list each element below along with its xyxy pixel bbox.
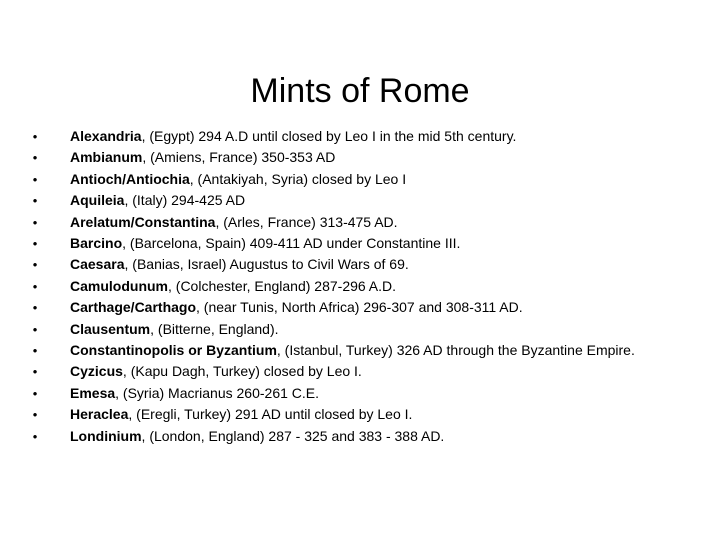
mint-details: , (Italy) 294-425 AD — [124, 192, 246, 209]
mint-name: Londinium — [70, 427, 142, 444]
mint-details: , (London, England) 287 - 325 and 383 - 388 AD. — [141, 427, 445, 444]
list-item — [32, 147, 695, 168]
mint-details: , (Kapu Dagh, Turkey) closed by Leo I. — [122, 363, 362, 380]
bullet-icon: • — [32, 343, 38, 359]
bullet-icon: • — [32, 257, 38, 273]
list-item — [32, 426, 695, 447]
list-item — [32, 254, 695, 275]
mint-name: Ambianum — [70, 149, 143, 166]
mint-details: , (Syria) Macrianus 260-261 C.E. — [115, 384, 320, 401]
bullet-icon: • — [32, 428, 38, 444]
bullet-icon: • — [32, 193, 38, 209]
bullet-icon: • — [32, 278, 38, 294]
bullet-icon: • — [32, 150, 38, 166]
mint-details: , (Amiens, France) 350-353 AD — [142, 149, 336, 166]
mint-details: , (Arles, France) 313-475 AD. — [215, 213, 398, 230]
bullet-icon: • — [32, 236, 38, 252]
bullet-icon: • — [32, 385, 38, 401]
mint-name: Arelatum/Constantina — [70, 213, 216, 230]
bullet-icon: • — [32, 321, 38, 337]
bullet-icon: • — [32, 214, 38, 230]
list-item — [32, 276, 695, 297]
mint-details: , (Banias, Israel) Augustus to Civil Wars of 69. — [124, 256, 409, 273]
mint-name: Aquileia — [70, 192, 125, 209]
mint-name: Carthage/Carthago — [70, 299, 197, 316]
slide-title: Mints of Rome — [250, 71, 470, 110]
list-item — [32, 169, 695, 190]
mint-details: , (Bitterne, England). — [150, 320, 279, 337]
list-item — [32, 233, 695, 254]
mint-details: , (Eregli, Turkey) 291 AD until closed by Leo I. — [128, 406, 413, 423]
mint-name: Constantinopolis or Byzantium — [70, 342, 277, 359]
list-item — [32, 383, 695, 404]
list-item — [32, 340, 695, 361]
mint-details: , (Egypt) 294 A.D until closed by Leo I in the mid 5th century. — [141, 128, 517, 144]
mint-name: Antioch/Antiochia — [70, 170, 190, 187]
bullet-icon: • — [32, 407, 38, 423]
bullet-icon: • — [32, 300, 38, 316]
mint-name: Cyzicus — [70, 363, 123, 380]
list-item — [32, 319, 695, 340]
mint-name: Barcino — [70, 235, 123, 252]
mint-name: Caesara — [70, 256, 125, 273]
mint-details: , (Barcelona, Spain) 409-411 AD under Constantine III. — [122, 235, 461, 252]
list-item — [32, 190, 695, 211]
list-item — [32, 212, 695, 233]
mint-name: Clausentum — [70, 320, 151, 337]
mint-details: , (near Tunis, North Africa) 296-307 and 308-311 AD. — [196, 299, 523, 316]
mint-name: Alexandria — [70, 128, 142, 144]
mint-name: Heraclea — [70, 406, 129, 423]
bullet-icon: • — [32, 129, 38, 144]
list-item — [32, 297, 695, 318]
mint-details: , (Colchester, England) 287-296 A.D. — [168, 277, 397, 294]
list-item — [32, 361, 695, 382]
mint-name: Camulodunum — [70, 277, 168, 294]
bullet-icon: • — [32, 364, 38, 380]
mint-list — [32, 126, 695, 447]
mint-name: Emesa — [70, 384, 116, 401]
mint-details: , (Antakiyah, Syria) closed by Leo I — [189, 170, 407, 187]
bullet-icon: • — [32, 171, 38, 187]
mint-details: , (Istanbul, Turkey) 326 AD through the Byzantine Empire. — [276, 342, 635, 359]
list-item — [32, 126, 695, 147]
list-item — [32, 404, 695, 425]
